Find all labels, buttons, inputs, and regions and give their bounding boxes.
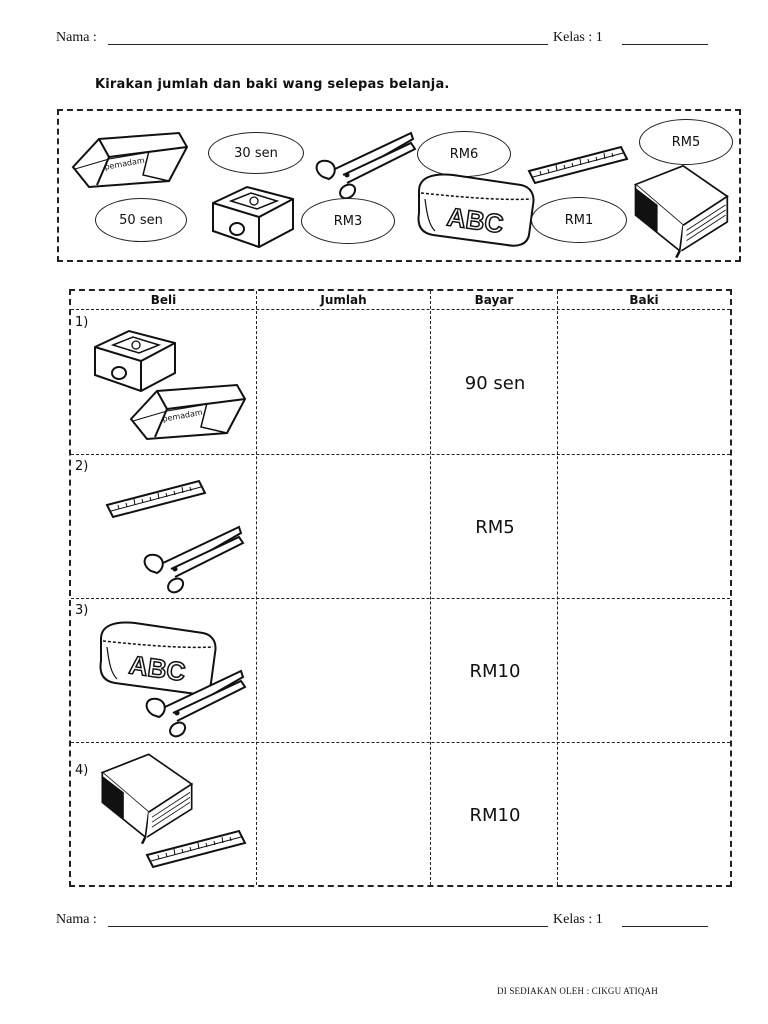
eraser-brand-text: pemadam <box>161 407 204 424</box>
col-divider <box>430 291 431 885</box>
baki-answer-cell[interactable] <box>559 600 729 741</box>
class-blank[interactable] <box>622 44 708 45</box>
price-book: RM5 <box>671 134 701 150</box>
header-bayar: Bayar <box>474 293 514 307</box>
eraser-brand-text: pemadam <box>103 155 146 172</box>
class-label: Kelas : 1 <box>553 912 603 927</box>
class-label: Kelas : 1 <box>553 30 603 45</box>
header-beli: Beli <box>150 293 177 307</box>
name-label: Nama : <box>56 30 97 45</box>
col-divider <box>256 291 257 885</box>
pencil-case-icon <box>413 165 537 251</box>
row-number: 2) <box>75 459 89 474</box>
bayar-amount: RM10 <box>469 805 521 826</box>
price-ruler: RM1 <box>564 212 594 228</box>
row-number: 3) <box>75 603 89 618</box>
book-icon <box>627 159 743 275</box>
header-jumlah: Jumlah <box>320 293 367 307</box>
ruler-icon <box>105 479 207 521</box>
scissors-icon <box>135 519 247 603</box>
baki-answer-cell[interactable] <box>559 456 729 597</box>
price-bubble-scissors <box>301 198 395 244</box>
jumlah-answer-cell[interactable] <box>258 600 429 741</box>
price-eraser: 50 sen <box>119 212 163 228</box>
price-bubble-ruler <box>531 197 627 243</box>
price-sharpener: 30 sen <box>234 145 278 161</box>
eraser-icon <box>127 381 249 443</box>
baki-answer-cell[interactable] <box>559 744 729 885</box>
scissors-icon <box>137 663 249 747</box>
ruler-icon <box>527 145 629 187</box>
price-list-box <box>57 109 741 262</box>
instruction: Kirakan jumlah dan baki wang selepas belanja. <box>95 77 450 92</box>
name-label: Nama : <box>56 912 97 927</box>
price-pencil-case: RM6 <box>449 146 479 162</box>
price-bubble-sharpener <box>208 132 304 174</box>
price-scissors: RM3 <box>333 213 363 229</box>
name-blank[interactable] <box>108 926 548 927</box>
sharpener-icon <box>207 181 299 251</box>
jumlah-answer-cell[interactable] <box>258 311 429 453</box>
class-blank[interactable] <box>622 926 708 927</box>
row-number: 1) <box>75 315 89 330</box>
bayar-amount: RM10 <box>469 661 521 682</box>
baki-answer-cell[interactable] <box>559 311 729 453</box>
header-name-line <box>56 28 716 52</box>
eraser-icon <box>69 129 191 191</box>
worksheet-table <box>69 289 732 887</box>
scissors-icon <box>307 125 419 209</box>
footer-name-line <box>56 910 716 934</box>
header-divider <box>71 309 730 310</box>
price-bubble-eraser <box>95 198 187 242</box>
bayar-amount: RM5 <box>475 517 515 538</box>
row-divider <box>71 454 730 455</box>
row-number: 4) <box>75 763 89 778</box>
ruler-icon <box>145 829 247 871</box>
header-baki: Baki <box>629 293 659 307</box>
name-blank[interactable] <box>108 44 548 45</box>
credit-text: DI SEDIAKAN OLEH : CIKGU ATIQAH <box>497 986 658 996</box>
bayar-amount: 90 sen <box>464 373 526 394</box>
jumlah-answer-cell[interactable] <box>258 744 429 885</box>
jumlah-answer-cell[interactable] <box>258 456 429 597</box>
